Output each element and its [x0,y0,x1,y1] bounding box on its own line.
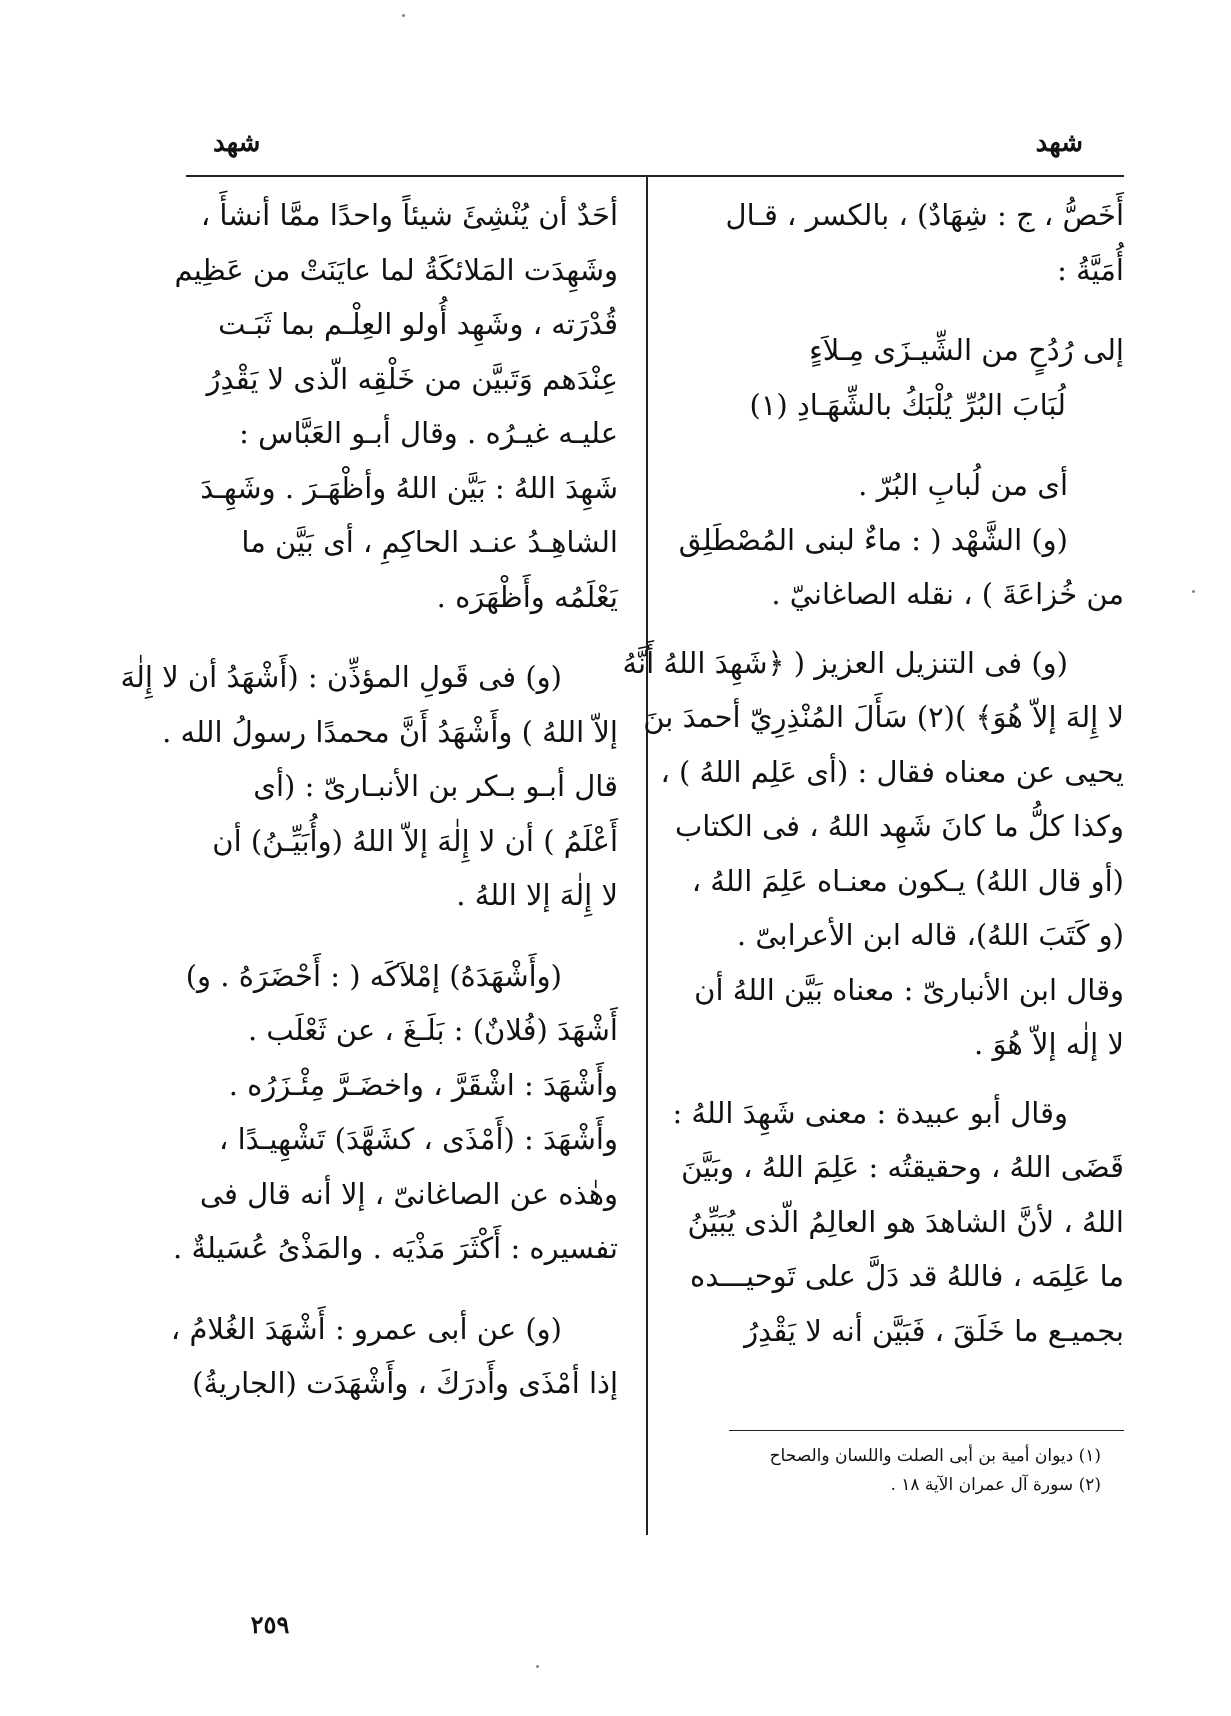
poem-line: إلى رُدُحٍ من الشِّيـزَى مِـلاَءٍ [809,333,1124,367]
text-line: وأَشْهَدَ : اشْقَرَّ ، واخضَـرَّ مِئْـزَرُه . [228,1067,618,1102]
text-line: لا إِلهَ إلاّ هُوَ﴾ )(٢) سَأَلَ المُنْذِرِيّ أحمدَ بنَ [643,700,1124,734]
text-line: لا إِلٰهَ إلا اللهُ . [456,878,618,912]
text-line: (و) فى قَولِ المؤذِّن : (أَشْهَدُ أن لا إِلٰهَ [120,660,562,694]
text-line: لا إلٰه إلاّ هُوَ . [974,1027,1124,1061]
text-line: قَضَى اللهُ ، وحقيقتُه : عَلِمَ اللهُ ، وبَيَّنَ [681,1150,1124,1184]
text-line: أحَدٌ أن يُنْشِئَ شيئاً واحدًا ممَّا أنشأَ ، [200,198,618,232]
text-line: يَعْلَمُه وأَظْهَرَه . [436,579,618,614]
footnotes [681,1442,1101,1500]
text-line: أَعْلَمُ ) أن لا إِلٰهَ إلاّ اللهُ (وأُبَيِّـنُ) أن [212,823,618,858]
scan-speck [536,1665,539,1668]
text-line: وقال أبو عبيدة : معنى شَهِدَ اللهُ : [672,1095,1068,1130]
poem-line: لُبَابَ البُرِّ يُلْبَكُ بالشِّهَـادِ (١) [749,387,1066,422]
text-line: إذا أمْذَى وأَدرَكَ ، وأَشْهَدَت (الجاريةُ) [192,1366,618,1400]
footnote-2: (٢) سورة آل عمران الآية ١٨ . [890,1475,1101,1495]
left-column [120,188,618,1411]
text-line: (و كَتَبَ اللهُ)، قاله ابن الأعرابىّ . [736,918,1124,952]
footnote-rule [729,1430,1124,1431]
text-line: أَخَصُّ ، ج : شِهَادٌ) ، بالكسر ، قـال [725,198,1124,232]
column-divider [646,175,648,1535]
text-line: ما عَلِمَه ، فاللهُ قد دَلَّ على تَوحيـــده [690,1259,1124,1293]
text-line: وشَهِدَت المَلائكَةُ لما عايَنَتْ من عَظِيم [174,252,618,287]
scan-speck [1192,590,1195,593]
text-line: وأَشْهَدَ : (أَمْذَى ، كشَهَّدَ) تَشْهِيـدًا ، [219,1122,618,1156]
text-line: (و) الشَّهْد ( : ماءٌ لبنى المُصْطَلِق [678,522,1068,557]
text-line: قال أبـو بـكر بن الأنبـارىّ : (أى [253,769,618,803]
scan-speck [402,14,405,17]
text-line: عِنْدَهم وَتَبيَّن من خَلْقِه الّذى لا يَقْدِرُ [206,361,618,396]
text-line: أى من لُبابِ البُرّ . [858,468,1068,502]
text-line: بجميـع ما خَلَقَ ، فَبَيَّن أنه لا يَقْدِرُ [744,1313,1124,1348]
text-line: يحيى عن معناه فقال : (أى عَلِم اللهُ ) ، [660,754,1124,789]
text-line: قُدْرَته ، وشَهِد أُولو العِلْـم بما ثَبَـت [218,307,618,341]
text-line: (أو قال اللهُ) يـكون معنـاه عَلِمَ اللهُ ، [691,863,1124,898]
footnote-1: (١) ديوان أمية بن أبى الصلت واللسان والصحاح [769,1446,1101,1466]
running-header-left: شهد [213,128,261,158]
text-line: وكذا كلُّ ما كانَ شَهِد اللهُ ، فى الكتاب [674,809,1124,843]
text-line: إلاّ اللهُ ) وأَشْهَدُ أَنَّ محمدًا رسولُ الله . [162,714,618,749]
running-header-right: شهد [1035,128,1083,158]
text-line: من خُزاعَةَ ) ، نقله الصاغانيّ . [771,577,1124,611]
text-line: الشاهِـدُ عنـد الحاكِمِ ، أى بَيَّن ما [241,525,618,559]
text-line: عليـه غيـرُه . وقال أبـو العَبَّاس : [239,416,618,450]
text-line: شَهِدَ اللهُ : بَيَّن اللهُ وأظْهَـرَ . وشَهِـدَ [200,470,618,505]
text-line: أُمَيَّةُ : [1057,252,1124,287]
text-line: وهٰذه عن الصاغانىّ ، إلا أنه قال فى [199,1176,618,1211]
text-line: (و) عن أبى عمرو : أَشْهَدَ الغُلامُ ، [170,1311,562,1346]
page-number: ٢٥٩ [250,1610,290,1639]
text-line: وقال ابن الأنبارىّ : معناه بَيَّن اللهُ أن [694,972,1124,1007]
text-line: تفسيره : أَكْثَرَ مَذْيَه . والمَذْىُ عُسَيلةٌ . [173,1231,618,1265]
right-column [622,188,1124,1358]
header-rule [186,175,1124,177]
text-line: أَشْهَدَ (فُلانٌ) : بَلَـغَ ، عن ثَعْلَب . [247,1013,618,1047]
text-line: (وأَشْهَدَهُ) إمْلاَكَه ( : أَحْضَرَهُ . و) [185,958,562,993]
text-line: (و) فى التنزيل العزيز ( ﴿شَهِدَ اللهُ أَنَّهُ [622,645,1068,680]
text-line: اللهُ ، لأنَّ الشاهدَ هو العالِمُ الّذى يُبَيِّنُ [687,1204,1124,1239]
